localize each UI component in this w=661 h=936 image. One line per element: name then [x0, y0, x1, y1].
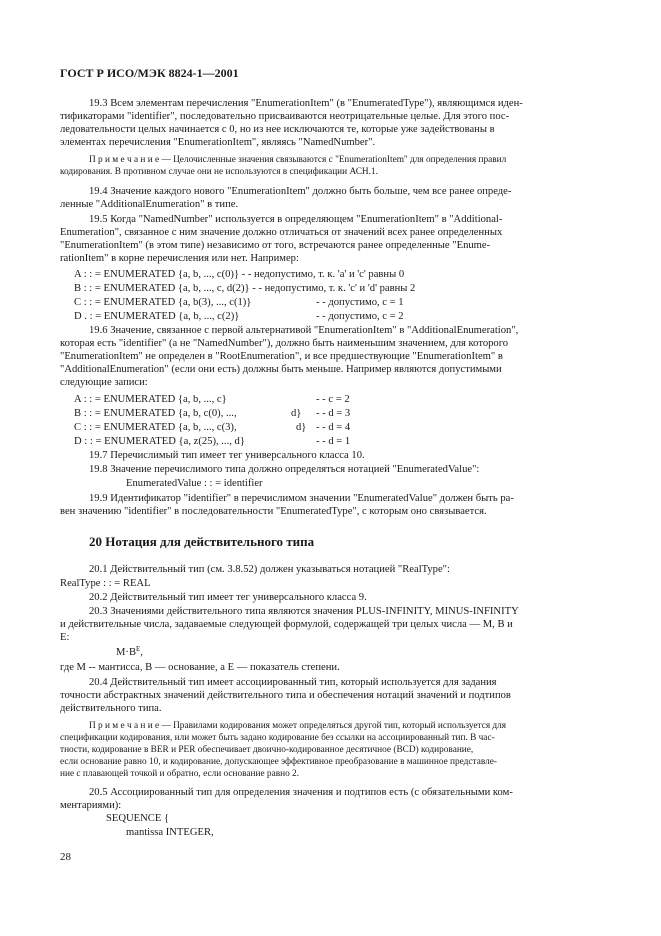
- code-line: C : : = ENUMERATED {a, b, ..., c(3),: [74, 422, 237, 433]
- para-19-6-line: 19.6 Значение, связанное с первой альтернативой "EnumerationItem" в "AdditionalEnumeration",: [89, 325, 519, 336]
- para-19-9-line: 19.9 Идентификатор "identifier" в перечислимом значении "EnumeratedValue" должен быть ра-: [89, 493, 514, 504]
- para-20-4-line: точности абстрактных значений действительного типа и обеспечения нотаций значений и подтипов: [60, 690, 511, 701]
- code-line: D . : = ENUMERATED {a, b, ..., c(2)}: [74, 311, 240, 322]
- code-comment: - - d = 4: [316, 422, 351, 433]
- formula-exponent: E: [136, 645, 141, 653]
- para-20-3-line: 20.3 Значениями действительного типа являются значения PLUS-INFINITY, MINUS-INFINITY: [89, 606, 519, 617]
- note-line: спецификации кодирования, или может быть задано кодирование без ссылки на ассоциированный тип. В час-: [60, 733, 495, 743]
- formula-legend: где M -- мантисса, B — основание, а E — показатель степени.: [60, 662, 340, 673]
- para-19-6-line: "AdditionalEnumeration" (если они есть) должны быть меньше. Например являются допустимыми: [60, 364, 502, 375]
- para-20-3-line: и действительные числа, задаваемые следующей формулой, содержащей три целых числа — M, B и: [60, 619, 513, 630]
- code-line: B : : = ENUMERATED {a, b, ..., c, d(2)} - - недопустимо, т. к. 'c' и 'd' равны 2: [74, 283, 416, 294]
- code-line: B : : = ENUMERATED {a, b, c(0), ...,: [74, 408, 237, 419]
- code-line: D : : = ENUMERATED {a, z(25), ..., d}: [74, 436, 245, 447]
- section-20-title: 20 Нотация для действительного типа: [89, 534, 315, 549]
- para-19-5-line: Enumeration", связанное с ним значение должно отличаться от значений всех ранее определенных: [60, 227, 503, 238]
- document-header: ГОСТ Р ИСО/МЭК 8824-1—2001: [60, 66, 239, 80]
- code-line: A : : = ENUMERATED {a, b, ..., c(0)} - - недопустимо, т. к. 'a' и 'c' равны 0: [74, 269, 405, 280]
- code-tail: d}: [291, 408, 302, 419]
- para-20-5-line: 20.5 Ассоциированный тип для определения значения и подтипов есть (с обязательными ком-: [89, 787, 513, 798]
- para-19-6-line: которая есть "identifier" (а не "NamedNumber"), должно быть наименьшим значением, для которого: [60, 338, 509, 349]
- note-line: кодирования. В противном случае они не используются в спецификации АСН.1.: [60, 167, 378, 177]
- page-number: 28: [60, 851, 71, 863]
- para-20-4-line: действительного типа.: [60, 703, 162, 714]
- para-19-4-line: 19.4 Значение каждого нового "EnumerationItem" должно быть больше, чем все ранее опреде-: [89, 186, 512, 197]
- para-19-5-line: rationItem" в корне перечисления или нет. Например:: [60, 253, 299, 264]
- code-comment: - - d = 3: [316, 408, 351, 419]
- real-type-rule: RealType : : = REAL: [60, 578, 151, 589]
- para-19-8: 19.8 Значение перечислимого типа должно определяться нотацией "EnumeratedValue":: [89, 464, 480, 475]
- para-19-4-line: ленные "AdditionalEnumeration" в типе.: [60, 199, 239, 210]
- para-20-4-line: 20.4 Действительный тип имеет ассоциированный тип, который используется для задания: [89, 677, 497, 688]
- code-line: C : : = ENUMERATED {a, b(3), ..., c(1)}: [74, 297, 252, 308]
- para-20-2: 20.2 Действительный тип имеет тег универсального класса 9.: [89, 592, 367, 603]
- note-line: П р и м е ч а н и е — Правилами кодирования может определяться другой тип, который используется для: [89, 721, 507, 731]
- code-comment: - - d = 1: [316, 436, 351, 447]
- para-19-3-line: элементах перечисления "EnumerationItem", являясь "NamedNumber".: [60, 137, 376, 148]
- para-19-6-line: следующие записи:: [60, 377, 148, 388]
- code-line: SEQUENCE {: [106, 813, 170, 824]
- note-line: П р и м е ч а н и е — Целочисленные значения связываются с "EnumerationItem" для определения правил: [89, 155, 507, 165]
- code-comment: - - допустимо, c = 2: [316, 311, 404, 322]
- para-19-9-line: вен значению "identifier" в последовательности "EnumeratedType", с которым оно связывается.: [60, 506, 487, 517]
- para-19-5-line: 19.5 Когда "NamedNumber" используется в определяющем "EnumerationItem" в "Additional-: [89, 214, 503, 225]
- para-19-5-line: "EnumerationItem" (в этом типе) независимо от того, встречаются ранее определенные "Enume-: [60, 240, 491, 251]
- para-20-3-line: E:: [60, 632, 70, 643]
- para-19-7: 19.7 Перечислимый тип имеет тег универсального класса 10.: [89, 450, 365, 461]
- formula-base: M·B: [116, 647, 137, 658]
- para-19-3-line: тификаторами "identifier", последовательно присваиваются неотрицательные целые. Для этого пос-: [60, 111, 510, 122]
- formula: [116, 646, 143, 659]
- code-comment: - - допустимо, c = 1: [316, 297, 404, 308]
- code-tail: d}: [296, 422, 307, 433]
- note-line: если основание равно 10, и кодирование, допускающее эффективное преобразование в машинное представле-: [60, 757, 497, 767]
- note-line: тности, кодирование в BER и PER обеспечивает двоично-кодированное десятичное (BCD) кодирование,: [60, 745, 474, 755]
- para-20-1: 20.1 Действительный тип (см. 3.8.52) должен указываться нотацией "RealType":: [89, 564, 450, 575]
- para-19-3-line: ледовательности целых начинается с 0, но из нее исключаются те, которые уже задействованы в: [60, 124, 495, 135]
- para-19-3-line: 19.3 Всем элементам перечисления "EnumerationItem" (в "EnumeratedType"), являющимся иден-: [89, 98, 523, 109]
- para-19-6-line: "EnumerationItem" не определен в "RootEnumeration", и все предшествующие "EnumerationItem" в: [60, 351, 503, 362]
- para-20-5-line: ментариями):: [60, 800, 122, 811]
- enumerated-value-rule: EnumeratedValue : : = identifier: [126, 478, 263, 489]
- code-comment: - - c = 2: [316, 394, 350, 405]
- note-line: ние с плавающей точкой и обратно, если основание равно 2.: [60, 769, 300, 779]
- code-line: mantissa INTEGER,: [126, 827, 214, 838]
- formula-tail: ,: [140, 647, 143, 658]
- code-line: A : : = ENUMERATED {a, b, ..., c}: [74, 394, 227, 405]
